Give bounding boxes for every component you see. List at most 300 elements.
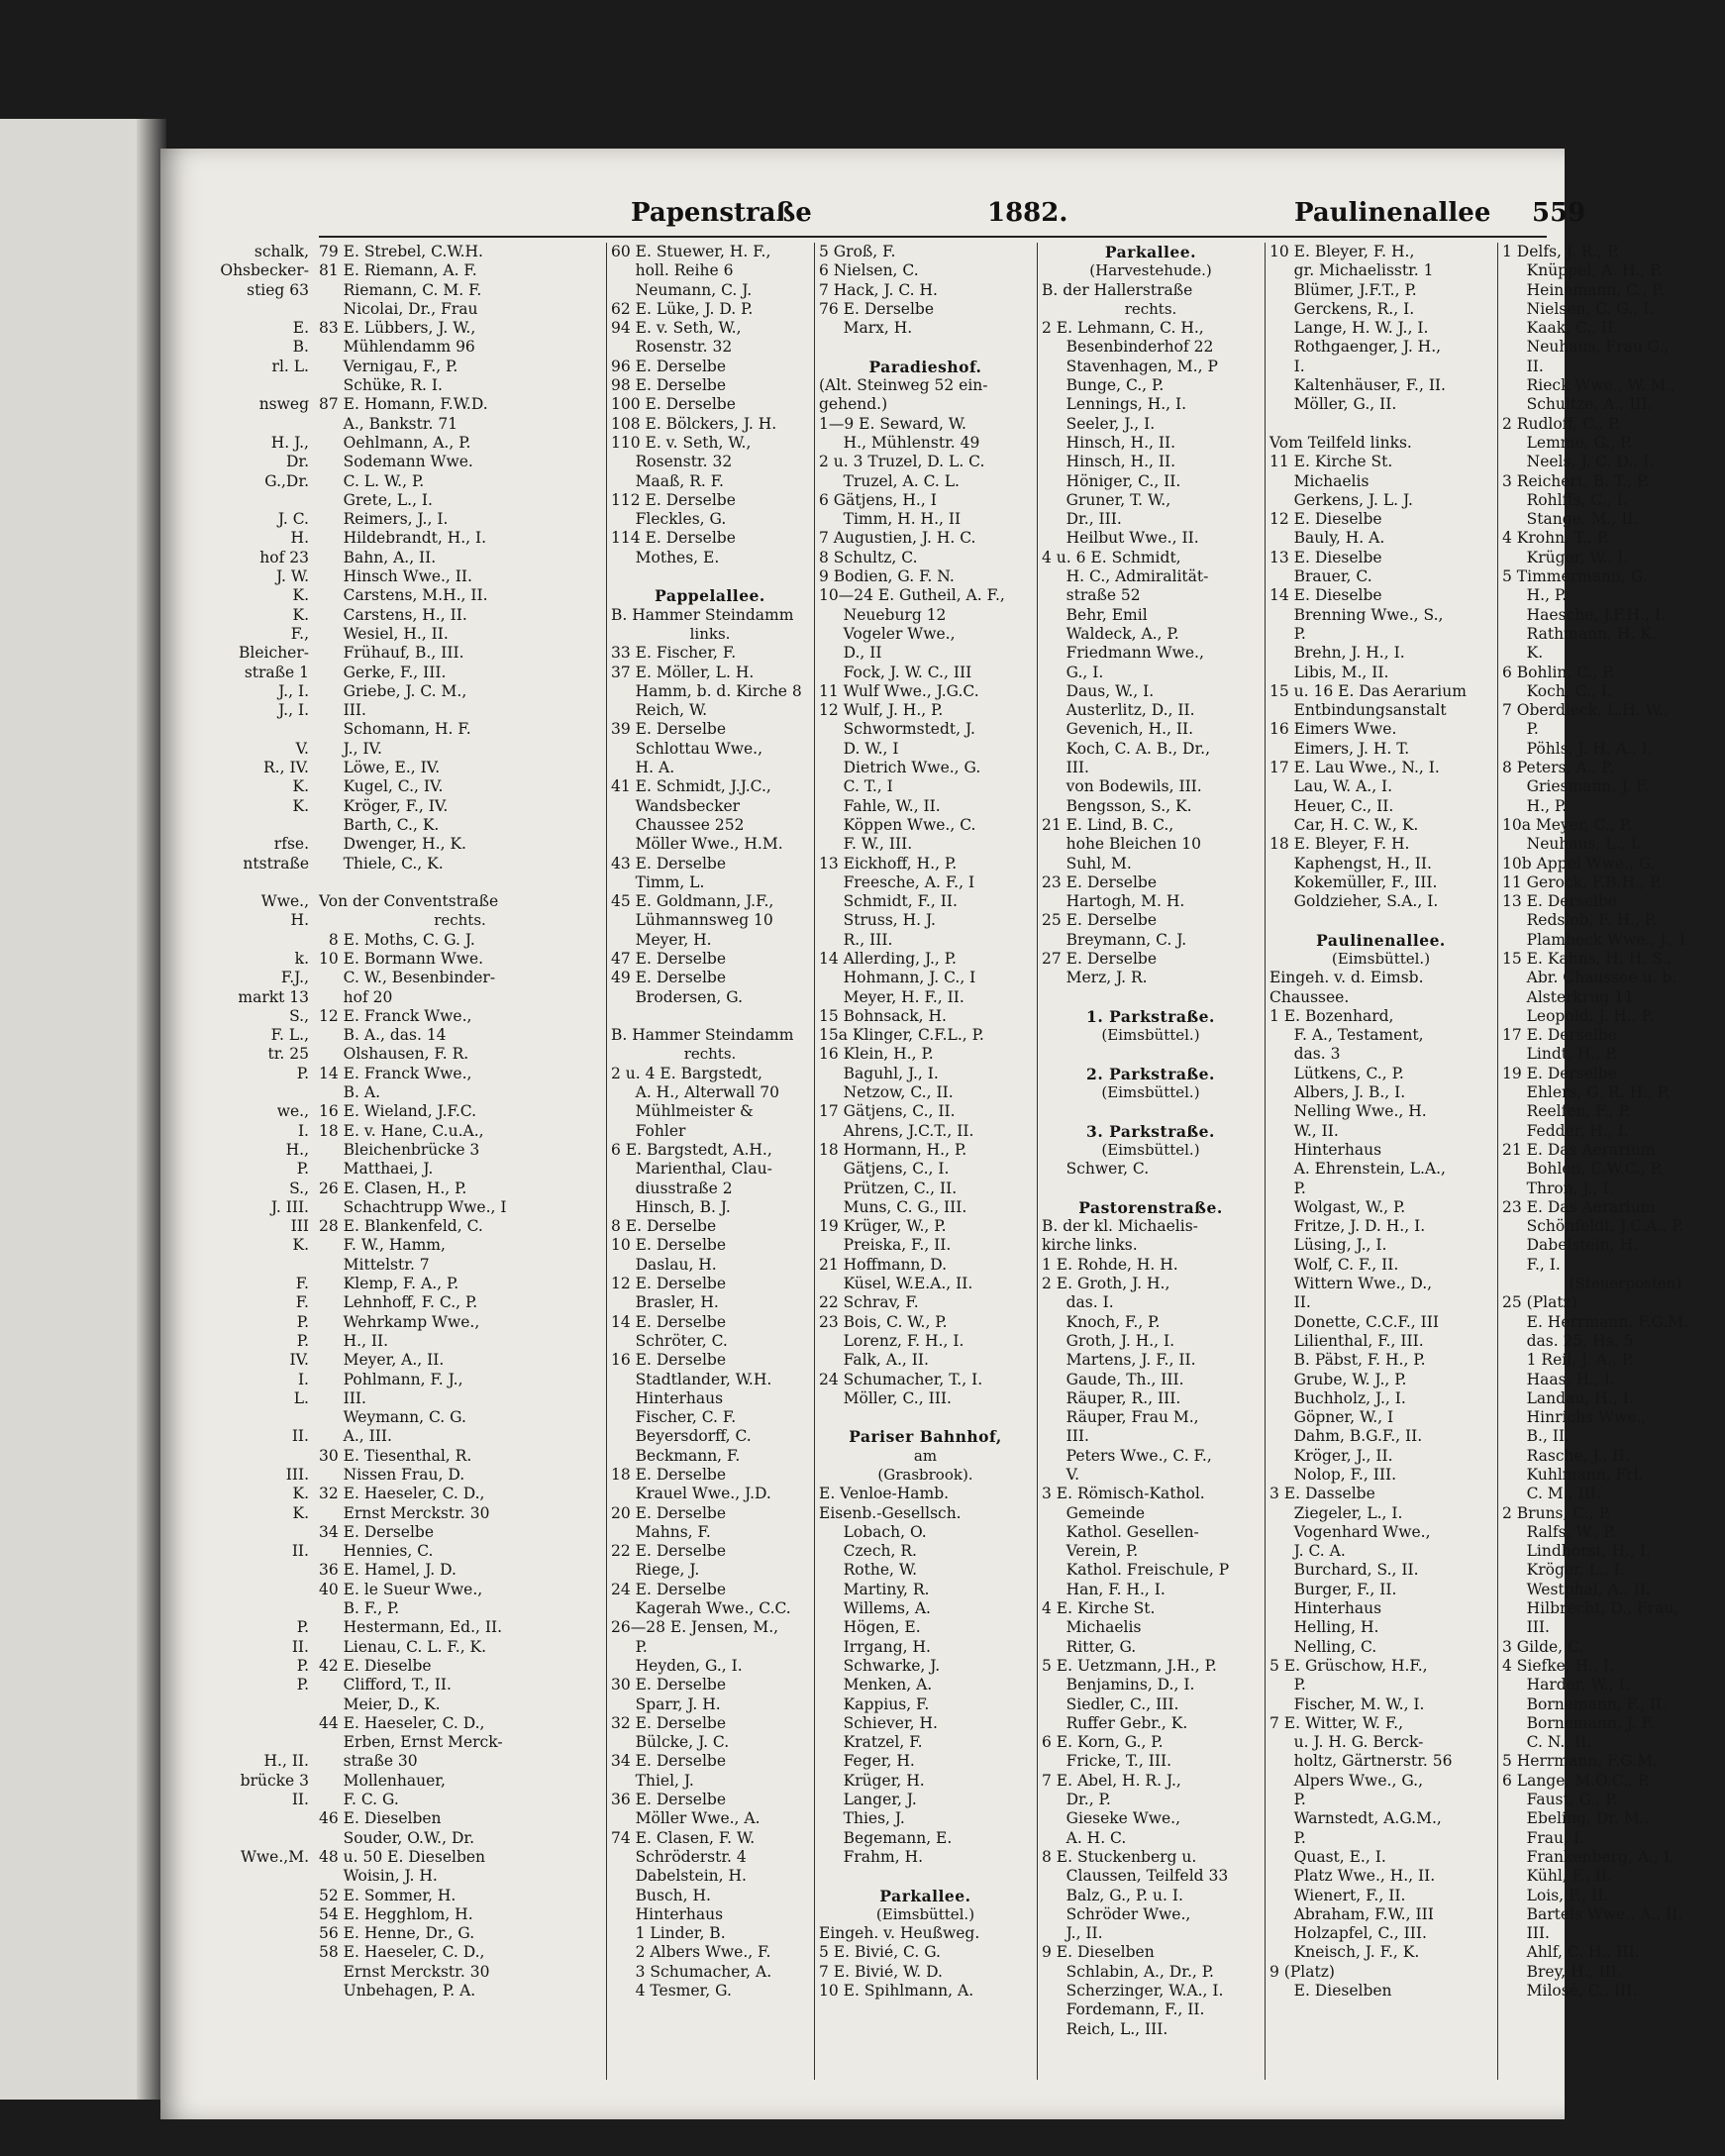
directory-line: 26 E. Clasen, H., P. (319, 1179, 467, 1197)
directory-line: Riege, J. (611, 1561, 700, 1580)
directory-line: III. (319, 1388, 366, 1407)
directory-line: 98 E. Derselbe (611, 376, 727, 395)
directory-line: 26—28 E. Jensen, M., (611, 1618, 779, 1637)
directory-line: Kratzel, F. (819, 1733, 923, 1752)
directory-line: Weymann, C. G. (319, 1408, 466, 1427)
directory-line: 5 Timmermann, G. (1502, 567, 1648, 586)
directory-line: 15 Bohnsack, H. (819, 1006, 947, 1025)
directory-line: III. (285, 1466, 309, 1484)
directory-line: Rasche, J., II. (1502, 1446, 1630, 1465)
directory-line: Wandsbecker (611, 796, 741, 815)
header-rule (319, 236, 1547, 238)
directory-line: Ahrens, J.C.T., II. (819, 1121, 974, 1140)
directory-line: 58 E. Haeseler, C. D., (319, 1943, 485, 1962)
directory-line: 16 E. Wieland, J.F.C. (319, 1102, 477, 1121)
directory-line: B. (292, 338, 309, 357)
directory-line: B. A., das. 14 (319, 1026, 447, 1045)
directory-line: Platz Wwe., H., II. (1269, 1867, 1436, 1886)
directory-line: Haesche, J.F.H., I. (1502, 605, 1666, 624)
directory-line: Schönfeldt, J.C.A., P. (1502, 1217, 1684, 1236)
directory-line: Unbehagen, P. A. (319, 1982, 476, 2001)
directory-line: Schwormstedt, J. (819, 720, 975, 739)
left-page-edge (0, 119, 153, 2100)
directory-line: P. (1269, 1828, 1306, 1847)
directory-line: Krauel Wwe., J.D. (611, 1485, 771, 1503)
directory-line: 39 E. Derselbe (611, 720, 727, 739)
directory-line: Rosenstr. 32 (611, 453, 733, 471)
directory-line (170, 1695, 309, 1714)
directory-line: Bohlen, C.W.C., P. (1502, 1160, 1663, 1179)
directory-line: Vogeler Wwe., (819, 624, 956, 643)
directory-line: II. (291, 1427, 309, 1446)
directory-line: Ritter, G. (1042, 1637, 1137, 1656)
directory-line: Vernigau, F., P. (319, 357, 458, 375)
directory-line (170, 1581, 309, 1599)
directory-line: straße 1 (244, 663, 309, 681)
directory-line: P. (1269, 1179, 1306, 1197)
directory-column-2 (611, 243, 809, 2124)
directory-line: Benjamins, D., I. (1042, 1676, 1195, 1694)
directory-line: Fricke, T., III. (1042, 1752, 1171, 1771)
directory-line: Pappelallee. (655, 586, 765, 606)
directory-line: Meyer, H. F., II. (819, 987, 964, 1006)
directory-line: das. 25, Hs. 5 (1502, 1331, 1634, 1350)
directory-line: Göpner, W., I (1269, 1408, 1394, 1427)
directory-line: Rieck Wwe., W. M., (1502, 376, 1676, 395)
directory-line (1269, 911, 1492, 930)
directory-line: Grube, W. J., P. (1269, 1370, 1407, 1388)
directory-line: 27 E. Derselbe (1042, 949, 1158, 968)
directory-line: 18 E. Derselbe (611, 1466, 727, 1484)
directory-line: Klemp, F. A., P. (319, 1275, 459, 1293)
directory-line: F. W., Hamm, (319, 1236, 446, 1255)
directory-line: K. (292, 796, 309, 815)
directory-line: 76 E. Derselbe (819, 299, 935, 318)
directory-line: Neumann, C. J. (611, 280, 753, 299)
directory-line: Martiny, R. (819, 1580, 930, 1598)
directory-line: 4 Siefke, H., I. (1502, 1656, 1615, 1675)
directory-line: Scherzinger, W.A., I. (1042, 1982, 1224, 2001)
directory-line (1042, 1180, 1260, 1198)
directory-line: 32 E. Derselbe (611, 1713, 727, 1732)
directory-line: 40 E. le Sueur Wwe., (319, 1580, 483, 1598)
directory-line: 7 Augustien, J. H. C. (819, 529, 976, 548)
directory-line: 3. Parkstraße. (1086, 1121, 1215, 1141)
directory-line: 33 E. Fischer, F. (611, 644, 737, 663)
directory-line: straße 52 (1042, 586, 1141, 605)
directory-line: Möller Wwe., A. (611, 1809, 761, 1828)
directory-line: nsweg (258, 395, 309, 414)
directory-line: Abr. Chaussee u. b. (1502, 969, 1677, 987)
directory-line: 114 E. Derselbe (611, 529, 736, 548)
directory-line: Alsterkrug 11 (1502, 987, 1634, 1006)
directory-line: P. (296, 1160, 309, 1179)
directory-line: Beckmann, F. (611, 1446, 741, 1465)
directory-line: Wwe.,M. (240, 1847, 309, 1866)
directory-line: Hinrichs Wwe., (1502, 1408, 1647, 1427)
directory-line: Dabelstein, H. (611, 1867, 747, 1886)
directory-line: Dwenger, H., K. (319, 835, 466, 854)
directory-line: Grete, L., I. (319, 490, 433, 509)
directory-line: W., II. (1269, 1121, 1339, 1140)
directory-line: Heyden, G., I. (611, 1656, 743, 1675)
directory-line: Albers, J. B., I. (1269, 1083, 1406, 1102)
directory-line: stieg 63 (247, 280, 309, 299)
directory-line: K. (292, 1485, 309, 1503)
directory-line: B. F., P. (319, 1599, 400, 1618)
directory-line (170, 1829, 309, 1848)
directory-line: Kuhlmann, Frl. (1502, 1466, 1644, 1484)
directory-line: Kaphengst, H., II. (1269, 854, 1432, 873)
directory-line: Meyer, H. (611, 930, 712, 949)
directory-line: Gemeinde (1042, 1503, 1146, 1522)
directory-line: hohe Bleichen 10 (1042, 835, 1201, 854)
directory-line: Fock, J. W. C., III (819, 663, 972, 681)
directory-line: R., III. (819, 930, 893, 949)
directory-line: 21 E. Das Aerarium (1502, 1140, 1656, 1159)
directory-line: Bornemann, F., II. (1502, 1694, 1667, 1713)
directory-line: P. (296, 1676, 309, 1694)
directory-column-4 (1042, 243, 1260, 2124)
directory-line: (Harvestehude.) (1089, 261, 1212, 280)
directory-line: 1 Linder, B. (611, 1924, 726, 1943)
directory-line: 49 E. Derselbe (611, 969, 727, 987)
directory-line: Langer, J. (819, 1791, 917, 1809)
directory-line: (Eimsbüttel.) (1101, 1083, 1200, 1102)
directory-line: Lobach, O. (819, 1522, 927, 1541)
directory-line: 7 Hack, J. C. H. (819, 280, 938, 299)
directory-line: Neuhaus, L., I. (1502, 835, 1642, 854)
directory-line: Bleicher- (239, 644, 309, 663)
directory-line: Holzapfel, C., III. (1269, 1924, 1427, 1943)
directory-line: 7 E. Abel, H. R. J., (1042, 1771, 1181, 1790)
directory-line: k. (294, 949, 309, 968)
directory-column-6 (1502, 243, 1725, 2124)
directory-line: C. T., I (819, 777, 893, 796)
directory-line: 2 Albers Wwe., F. (611, 1943, 771, 1962)
directory-line: 13 E. Derselbe (1502, 892, 1618, 911)
directory-line: Hinsch Wwe., II. (319, 567, 472, 586)
directory-line: Warnstedt, A.G.M., (1269, 1809, 1442, 1828)
directory-line: (Alt. Steinweg 52 ein- (819, 376, 988, 395)
directory-line: Kröger, F., IV. (319, 796, 449, 815)
directory-line: 47 E. Derselbe (611, 949, 727, 968)
directory-line: Paradieshof. (868, 357, 982, 376)
directory-line: Neels, J. C. D., I. (1502, 453, 1655, 471)
directory-page (160, 149, 1688, 2119)
directory-line: K. (292, 586, 309, 605)
directory-line: 3 Schumacher, A. (611, 1962, 772, 1981)
directory-line: Oehlmann, A., P. (319, 433, 471, 452)
directory-line: Hinsch, H., II. (1042, 433, 1176, 452)
directory-line: J. C. (277, 510, 309, 529)
directory-line: Chaussee 252 (611, 815, 745, 834)
directory-line: Buchholz, J., I. (1269, 1388, 1406, 1407)
directory-line: Matthaei, J. (319, 1160, 434, 1179)
directory-line: Bunge, C., P. (1042, 376, 1165, 395)
directory-line: Wittern Wwe., D., (1269, 1275, 1433, 1293)
directory-line: Ehlers, G. R. H., P. (1502, 1083, 1671, 1102)
directory-line (170, 491, 309, 510)
directory-line: Meier, D., K. (319, 1694, 441, 1713)
directory-line: Brodersen, G. (611, 987, 743, 1006)
directory-line: K. (292, 1236, 309, 1255)
directory-line: 24 Schumacher, T., I. (819, 1370, 983, 1388)
directory-line: Suhl, M. (1042, 854, 1132, 873)
directory-line: Kühl, F., II. (1502, 1867, 1612, 1886)
directory-line: 12 E. Franck Wwe., (319, 1006, 472, 1025)
directory-line: H., P. (1502, 796, 1568, 815)
directory-line: Lennings, H., I. (1042, 395, 1187, 414)
directory-line: 10b Appel Wwe., G. (1502, 854, 1656, 873)
directory-line: 5 Herrmann, F.G.M. (1502, 1752, 1658, 1771)
directory-line: Muns, C. G., III. (819, 1197, 967, 1216)
directory-line: Thies, J. (819, 1809, 905, 1828)
directory-line: Gieseke Wwe., (1042, 1809, 1180, 1828)
directory-line: Carstens, M.H., II. (319, 586, 488, 605)
directory-line: Eingeh. v. d. Eimsb. (1269, 969, 1424, 987)
directory-line: F., (290, 624, 309, 643)
directory-line: Lange, H. W. J., I. (1269, 319, 1429, 338)
directory-line: 2 u. 3 Truzel, D. L. C. (819, 453, 985, 471)
directory-line: 3 Gilde, C. (1502, 1637, 1584, 1656)
directory-line: K. (1502, 644, 1544, 663)
directory-line: A., III. (319, 1427, 392, 1446)
directory-line: F. (295, 1293, 309, 1312)
directory-line: Ruffer Gebr., K. (1042, 1713, 1188, 1732)
directory-line: H., Mühlenstr. 49 (819, 433, 980, 452)
directory-line: S., (289, 1006, 309, 1025)
directory-line: Stange, M., II. (1502, 510, 1639, 529)
directory-line: Entbindungsanstalt (1269, 701, 1447, 720)
directory-line: Beyersdorff, C. (611, 1427, 752, 1446)
directory-line: Milosé, C., III. (1502, 1982, 1638, 2001)
directory-line: 17 Gätjens, C., II. (819, 1102, 956, 1121)
directory-line: Thiel, J. (611, 1771, 694, 1790)
directory-line: Schröder Wwe., (1042, 1904, 1191, 1923)
directory-line: Rohlffs, C., I. (1502, 490, 1628, 509)
directory-line: S., (289, 1179, 309, 1197)
directory-line: Bauly, H. A. (1269, 529, 1385, 548)
directory-line: F.J., (280, 969, 309, 987)
directory-line: Hildebrandt, H., I. (319, 529, 487, 548)
directory-line (170, 376, 309, 395)
directory-line: Seeler, J., I. (1042, 414, 1156, 433)
directory-line: Eisenb.-Gesellsch. (819, 1503, 962, 1522)
directory-column-5 (1269, 243, 1492, 2124)
directory-line: Wehrkamp Wwe., (319, 1312, 480, 1331)
directory-line: Baguhl, J., I. (819, 1064, 939, 1082)
directory-line: Fischer, C. F. (611, 1408, 737, 1427)
directory-line: Knoch, F., P. (1042, 1312, 1161, 1331)
directory-line (170, 1599, 309, 1618)
directory-line: B. Hammer Steindamm (611, 605, 794, 624)
directory-line: 13 E. Dieselbe (1269, 548, 1382, 566)
directory-line (611, 1007, 809, 1026)
directory-line: Sodemann Wwe. (319, 453, 473, 471)
directory-line: 19 E. Derselbe (1502, 1064, 1618, 1082)
directory-line: 20 E. Derselbe (611, 1503, 727, 1522)
directory-line: P. (296, 1331, 309, 1350)
directory-line: 2 E. Groth, J. H., (1042, 1275, 1170, 1293)
directory-line: Hohmann, J. C., I (819, 969, 976, 987)
directory-line: Gätjens, C., I. (819, 1160, 950, 1179)
directory-line: brücke 3 (240, 1771, 309, 1790)
directory-line: Balz, G., P. u. I. (1042, 1886, 1183, 1904)
directory-line: Pastorenstraße. (1078, 1197, 1223, 1217)
directory-line: Haas, H., I. (1502, 1370, 1615, 1388)
directory-line: Breymann, C. J. (1042, 930, 1187, 949)
directory-line: Griesmann, J. F. (1502, 777, 1650, 796)
directory-line: hof 20 (319, 987, 393, 1006)
directory-line: 9 (Platz) (1269, 1962, 1335, 1981)
directory-line: 46 E. Dieselben (319, 1809, 442, 1828)
directory-line: Hinterhaus (611, 1904, 724, 1923)
directory-line: Ralfs, W., P. (1502, 1522, 1616, 1541)
column-divider (606, 243, 607, 2080)
directory-line (819, 338, 1032, 357)
directory-line: Nelling Wwe., H. (1269, 1102, 1427, 1121)
directory-line: C. W., Besenbinder- (319, 969, 496, 987)
directory-line: Kröger, L., I. (1502, 1561, 1625, 1580)
directory-line (170, 1733, 309, 1752)
directory-line: Olshausen, F. R. (319, 1045, 469, 1064)
directory-line: holtz, Gärtnerstr. 56 (1269, 1752, 1453, 1771)
directory-line: Eimers, J. H. T. (1269, 739, 1410, 758)
directory-line: hof 23 (259, 548, 309, 566)
directory-line: Neuhaus, Frau G., (1502, 338, 1670, 357)
directory-line: Redslob, F. H., P. (1502, 911, 1658, 930)
directory-line: 10—24 E. Gutheil, A. F., (819, 586, 1005, 605)
directory-line: Högen, E. (819, 1618, 921, 1637)
directory-line (170, 1256, 309, 1275)
directory-line: 1 E. Rohde, H. H. (1042, 1255, 1178, 1274)
directory-line: 23 Bois, C. W., P. (819, 1312, 948, 1331)
directory-line: 14 Allerding, J., P. (819, 949, 957, 968)
directory-line: Mühlendamm 96 (319, 338, 475, 357)
directory-line: 15 u. 16 E. Das Aerarium (1269, 681, 1467, 700)
directory-line: Sparr, J. H. (611, 1694, 721, 1713)
column-divider (814, 243, 815, 2080)
directory-line: Nissen Frau, D. (319, 1466, 465, 1484)
directory-line: Kappius, F. (819, 1694, 930, 1713)
directory-line: Fritze, J. D. H., I. (1269, 1217, 1426, 1236)
directory-line: II. (291, 1791, 309, 1809)
directory-line: D. W., I (819, 739, 899, 758)
directory-line: Verein, P. (1042, 1542, 1139, 1561)
directory-line: holl. Reihe 6 (611, 261, 734, 280)
directory-line: Faust, G., P. (1502, 1791, 1618, 1809)
directory-line: III. (1502, 1924, 1550, 1943)
directory-line: III. (1042, 1427, 1089, 1446)
directory-line: F. C. G. (319, 1791, 399, 1809)
directory-line: 3 E. Dasselbe (1269, 1485, 1375, 1503)
directory-line: Merz, J. R. (1042, 969, 1148, 987)
directory-line: 36 E. Derselbe (611, 1791, 727, 1809)
directory-line: 6 E. Bargstedt, A.H., (611, 1140, 772, 1159)
directory-line: I. (1269, 357, 1305, 375)
directory-line: ntstraße (243, 854, 309, 873)
directory-line: rechts. (434, 911, 486, 930)
directory-line: 2 u. 4 E. Bargstedt, (611, 1064, 762, 1082)
directory-line: Michaelis (1042, 1618, 1142, 1637)
directory-line: Dr., P. (1042, 1791, 1111, 1809)
directory-line (170, 1809, 309, 1828)
directory-line: 6 E. Korn, G., P. (1042, 1733, 1164, 1752)
directory-line (170, 816, 309, 835)
street-title-right: Paulinenallee (1294, 198, 1491, 228)
directory-line: Wwe., (260, 892, 309, 911)
directory-line: Reich, L., III. (1042, 2019, 1168, 2038)
directory-line: Daslau, H. (611, 1255, 717, 1274)
directory-line: (Eimsbüttel.) (875, 1904, 975, 1923)
directory-line: Löwe, E., IV. (319, 759, 441, 777)
directory-line: III. (1042, 759, 1089, 777)
directory-line: Pohlmann, F. J., (319, 1370, 463, 1388)
directory-line: 37 E. Möller, L. H. (611, 663, 755, 681)
directory-line: Mittelstr. 7 (319, 1255, 430, 1274)
directory-line: III (290, 1217, 309, 1236)
directory-line: G.,Dr. (264, 471, 309, 490)
directory-line: Prützen, C., II. (819, 1179, 958, 1197)
directory-line: Gerckens, R., I. (1269, 299, 1415, 318)
directory-line: rechts. (683, 1045, 737, 1064)
directory-line: Nielsen, C. G., I. (1502, 299, 1655, 318)
directory-line: 94 E. v. Seth, W., (611, 319, 742, 338)
directory-line: Thron, J., I. (1502, 1179, 1614, 1197)
directory-line: 3 Reichert, B. T., P. (1502, 471, 1650, 490)
directory-line: Mothes, E. (611, 548, 720, 566)
directory-line: Clifford, T., II. (319, 1676, 452, 1694)
directory-line: H., P. (1502, 586, 1568, 605)
directory-line: E. Dieselben (1269, 1982, 1392, 2001)
directory-line: 96 E. Derselbe (611, 357, 727, 375)
directory-line: Wolgast, W., P. (1269, 1197, 1406, 1216)
directory-line: 52 E. Sommer, H. (319, 1886, 457, 1904)
directory-line (1269, 415, 1492, 434)
directory-line: Plambeck Wwe., J., I (1502, 930, 1686, 949)
directory-line: tr. 25 (267, 1045, 309, 1064)
directory-line: Groth, J. H., I. (1042, 1331, 1175, 1350)
directory-line: Maaß, R. F. (611, 471, 724, 490)
directory-line: Schachtrupp Wwe., I (319, 1197, 507, 1216)
directory-line: P. (1502, 720, 1539, 739)
directory-line: Frau, I. (1502, 1828, 1584, 1847)
directory-line: Helling, H. (1269, 1618, 1379, 1637)
directory-line: 2 Bruns, C., P. (1502, 1503, 1611, 1522)
directory-line: Marx, H. (819, 319, 913, 338)
directory-line: diusstraße 2 (611, 1179, 733, 1197)
directory-line: 110 E. v. Seth, W., (611, 433, 752, 452)
directory-line: Kugel, C., IV. (319, 777, 444, 796)
directory-line: B. Päbst, F. H., P. (1269, 1351, 1426, 1370)
directory-line: Möller, C., III. (819, 1388, 952, 1407)
directory-line: Höniger, C., II. (1042, 471, 1181, 490)
directory-line (611, 567, 809, 586)
directory-line: Schiever, H. (819, 1713, 938, 1732)
directory-line: (Eimsbüttel.) (1101, 1026, 1200, 1045)
directory-line: Lorenz, F. H., I. (819, 1331, 964, 1350)
directory-line: 21 Hoffmann, D. (819, 1255, 948, 1274)
directory-line: Wesiel, H., II. (319, 624, 449, 643)
directory-line: 12 E. Dieselbe (1269, 510, 1382, 529)
directory-line: Gruner, T. W., (1042, 490, 1171, 509)
directory-line: Hartogh, M. H. (1042, 892, 1185, 911)
directory-line: Lienau, C. L. F., K. (319, 1637, 487, 1656)
directory-line: 17 E. Lau Wwe., N., I. (1269, 759, 1440, 777)
directory-line: F., I. (1502, 1255, 1561, 1274)
directory-line (1042, 988, 1260, 1007)
